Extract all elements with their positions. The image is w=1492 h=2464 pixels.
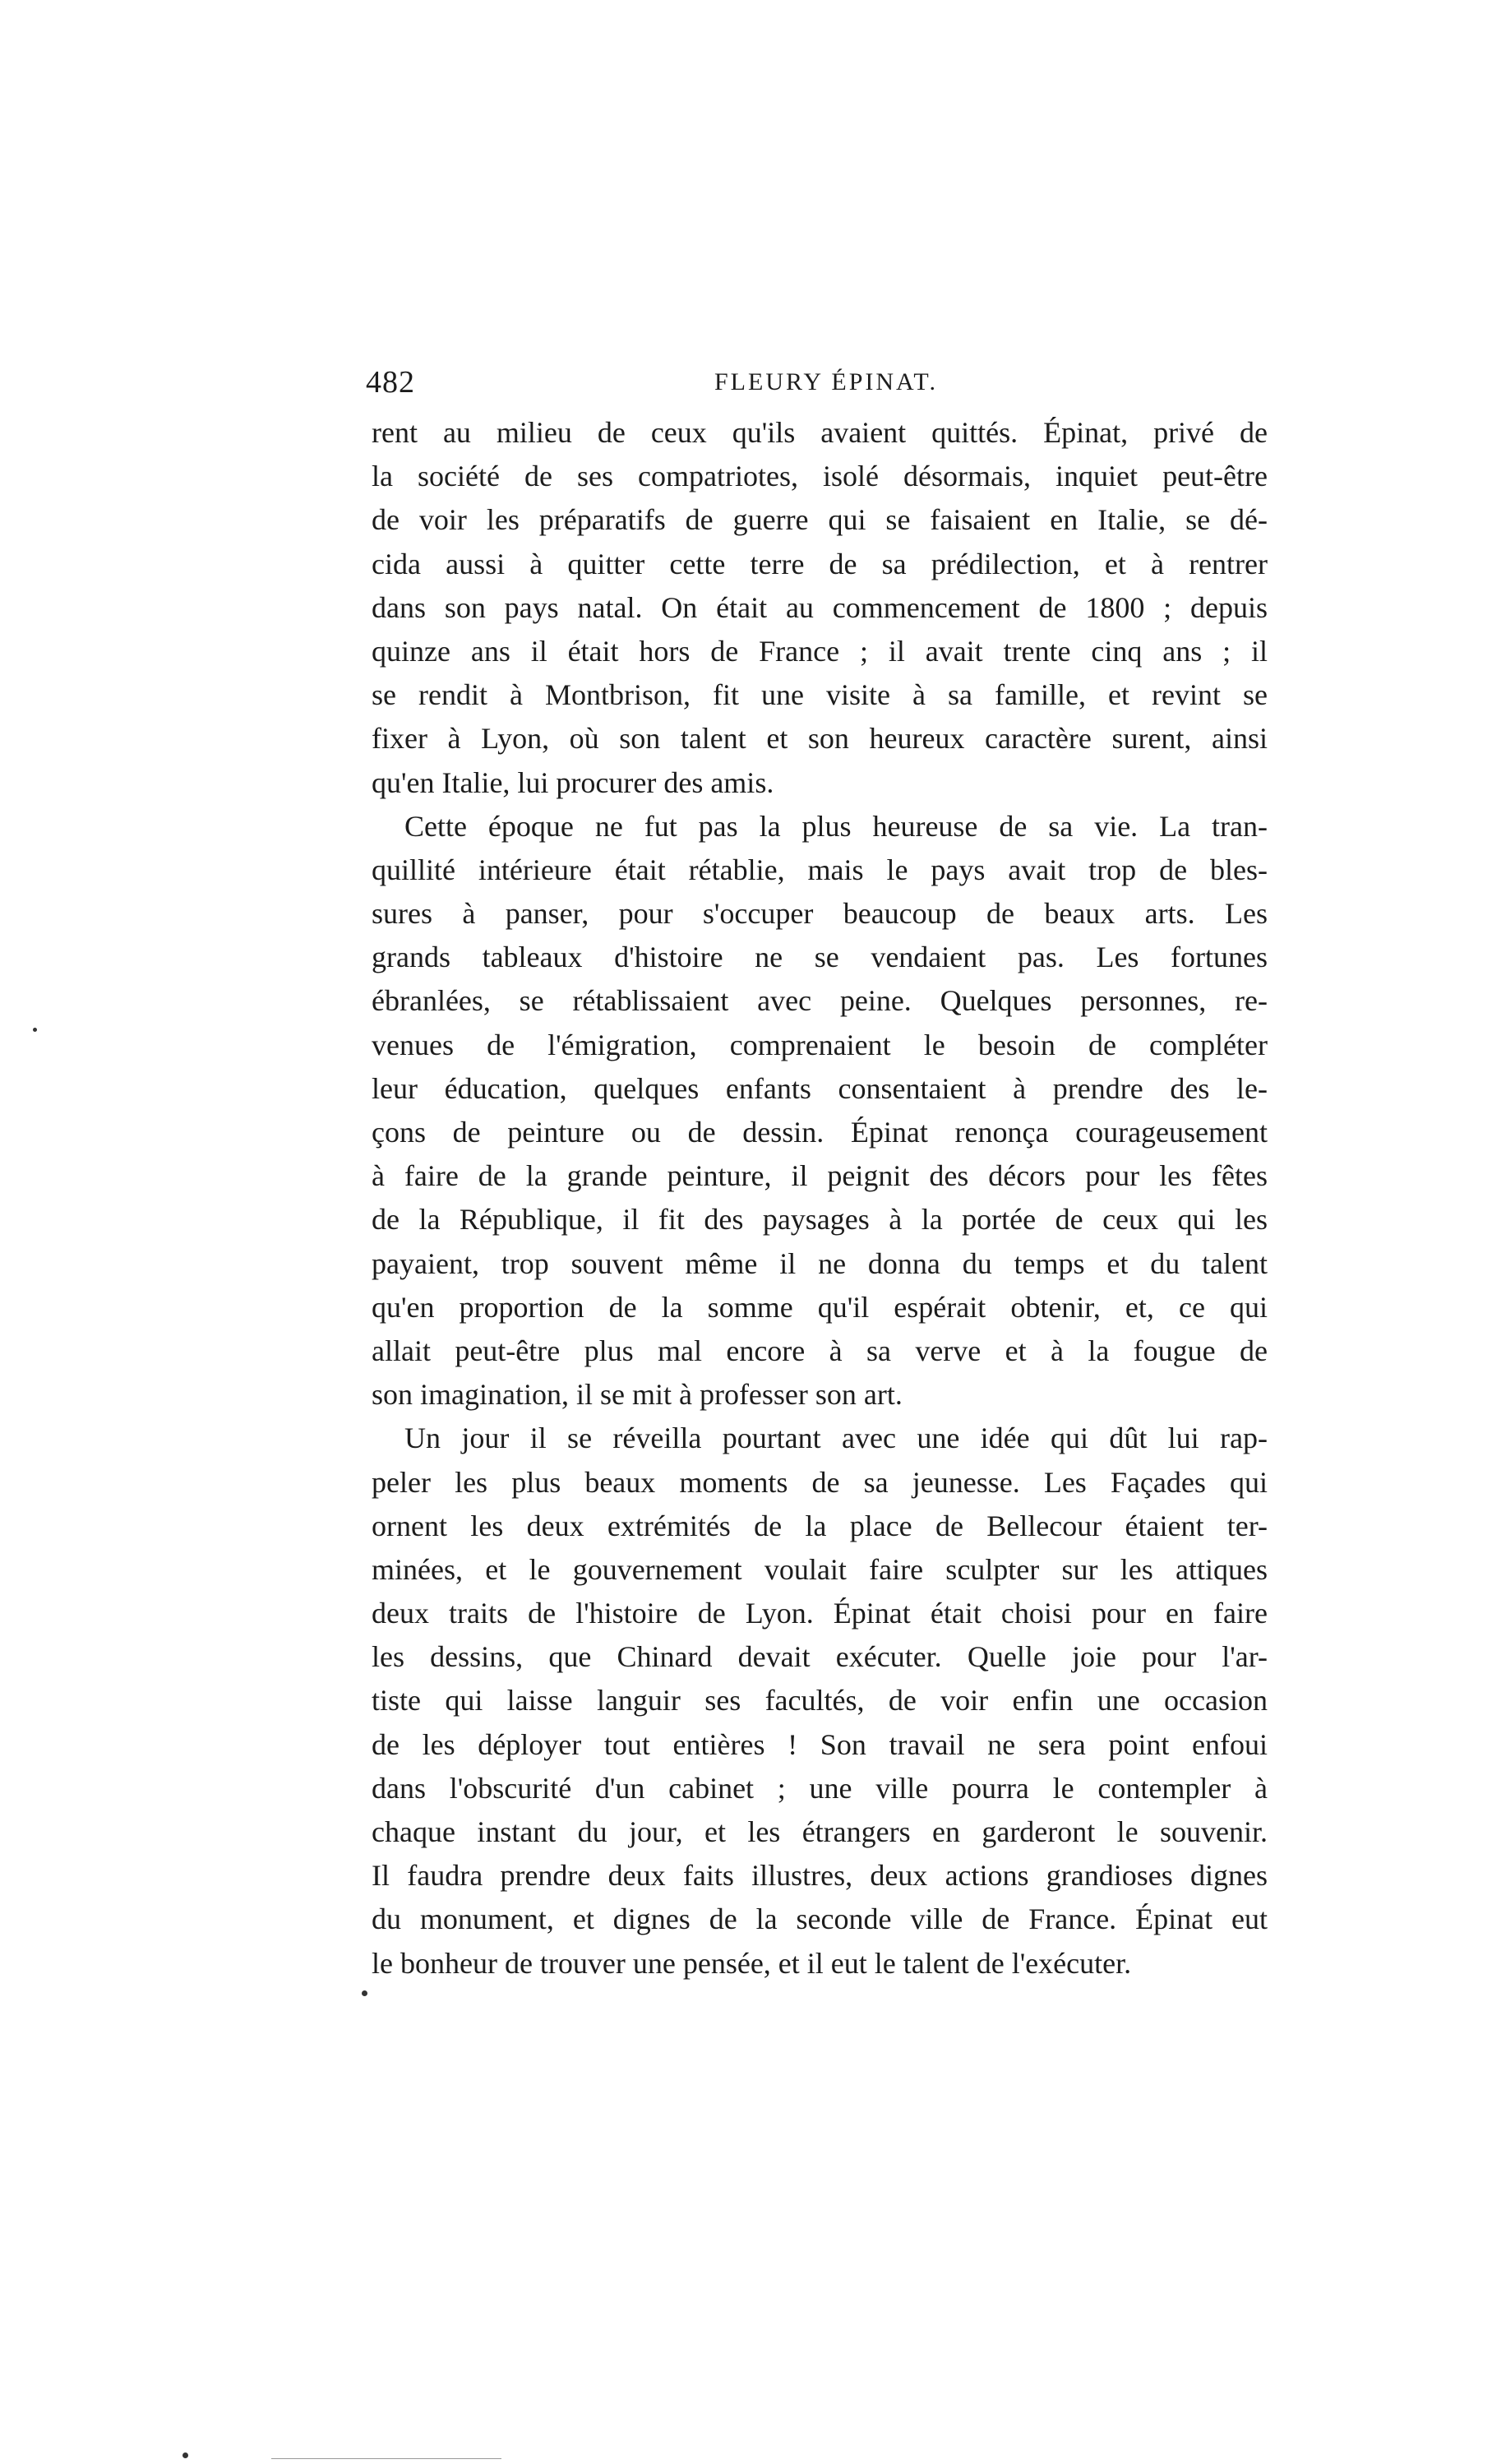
text-line: son imagination, il se mit à professer son art. (372, 1378, 903, 1412)
text-line: dans son pays natal. On était au commencement de 1800 ; depuis (372, 590, 1268, 624)
text-line: ébranlées, se rétablissaient avec peine. Quelques personnes, re- (372, 984, 1268, 1018)
paragraph-2 (372, 805, 1268, 1417)
body-text (372, 411, 1268, 1986)
running-title: FLEURY ÉPINAT. (714, 368, 938, 395)
text-line: minées, et le gouvernement voulait faire sculpter sur les attiques (372, 1552, 1268, 1586)
paragraph-1 (372, 411, 1268, 805)
text-line: les dessins, que Chinard devait exécuter. Quelle joie pour l'ar- (372, 1640, 1268, 1674)
text-line: leur éducation, quelques enfants consentaient à prendre des le- (372, 1071, 1268, 1105)
text-line: çons de peinture ou de dessin. Épinat renonça courageusement (372, 1116, 1268, 1149)
text-line: sures à panser, pour s'occuper beaucoup de beaux arts. Les (372, 897, 1268, 931)
text-line: deux traits de l'histoire de Lyon. Épinat était choisi pour en faire (372, 1597, 1268, 1630)
text-line: le bonheur de trouver une pensée, et il eut le talent de l'exécuter. (372, 1946, 1132, 1980)
text-line: venues de l'émigration, comprenaient le besoin de compléter (372, 1028, 1268, 1061)
text-line: qu'en proportion de la somme qu'il espérait obtenir, et, ce qui (372, 1290, 1268, 1324)
text-line: Il faudra prendre deux faits illustres, deux actions grandioses dignes (372, 1859, 1268, 1893)
text-line: payaient, trop souvent même il ne donna du temps et du talent (372, 1246, 1268, 1280)
text-line: dans l'obscurité d'un cabinet ; une ville pourra le contempler à (372, 1771, 1268, 1805)
paragraph-3 (372, 1417, 1268, 1985)
text-line: allait peut-être plus mal encore à sa verve et à la fougue de (372, 1334, 1268, 1367)
text-line: ornent les deux extrémités de la place de Bellecour étaient ter- (372, 1509, 1268, 1542)
text-line: Cette époque ne fut pas la plus heureuse de sa vie. La tran- (404, 809, 1268, 843)
bottom-rule (271, 2458, 501, 2459)
running-head (366, 362, 1286, 403)
text-line: rent au milieu de ceux qu'ils avaient quittés. Épinat, privé de (372, 416, 1268, 449)
text-line: se rendit à Montbrison, fit une visite à sa famille, et revint se (372, 678, 1268, 712)
scan-speck (362, 1990, 367, 1996)
scan-speck (33, 1028, 37, 1032)
text-line: du monument, et dignes de la seconde ville de France. Épinat eut (372, 1902, 1268, 1936)
text-line: grands tableaux d'histoire ne se vendaient pas. Les fortunes (372, 941, 1268, 974)
text-line: chaque instant du jour, et les étrangers en garderont le souvenir. (372, 1815, 1268, 1848)
text-line: la société de ses compatriotes, isolé désormais, inquiet peut-être (372, 460, 1268, 493)
text-line: de les déployer tout entières ! Son travail ne sera point enfoui (372, 1727, 1268, 1761)
scan-speck (182, 2452, 188, 2458)
text-line: quinze ans il était hors de France ; il avait trente cinq ans ; il (372, 634, 1268, 668)
text-line: quillité intérieure était rétablie, mais le pays avait trop de bles- (372, 853, 1268, 886)
text-line: Un jour il se réveilla pourtant avec une idée qui dût lui rap- (404, 1422, 1268, 1455)
text-line: à faire de la grande peinture, il peignit des décors pour les fêtes (372, 1159, 1268, 1193)
text-line: cida aussi à quitter cette terre de sa prédilection, et à rentrer (372, 547, 1268, 580)
page-number: 482 (366, 365, 415, 400)
text-line: de la République, il fit des paysages à la portée de ceux qui les (372, 1203, 1268, 1237)
text-line: de voir les préparatifs de guerre qui se faisaient en Italie, se dé- (372, 503, 1268, 537)
text-line: peler les plus beaux moments de sa jeunesse. Les Façades qui (372, 1465, 1268, 1499)
text-line: tiste qui laisse languir ses facultés, de voir enfin une occasion (372, 1684, 1268, 1717)
text-line: fixer à Lyon, où son talent et son heureux caractère surent, ainsi (372, 722, 1268, 756)
text-line: qu'en Italie, lui procurer des amis. (372, 765, 774, 799)
